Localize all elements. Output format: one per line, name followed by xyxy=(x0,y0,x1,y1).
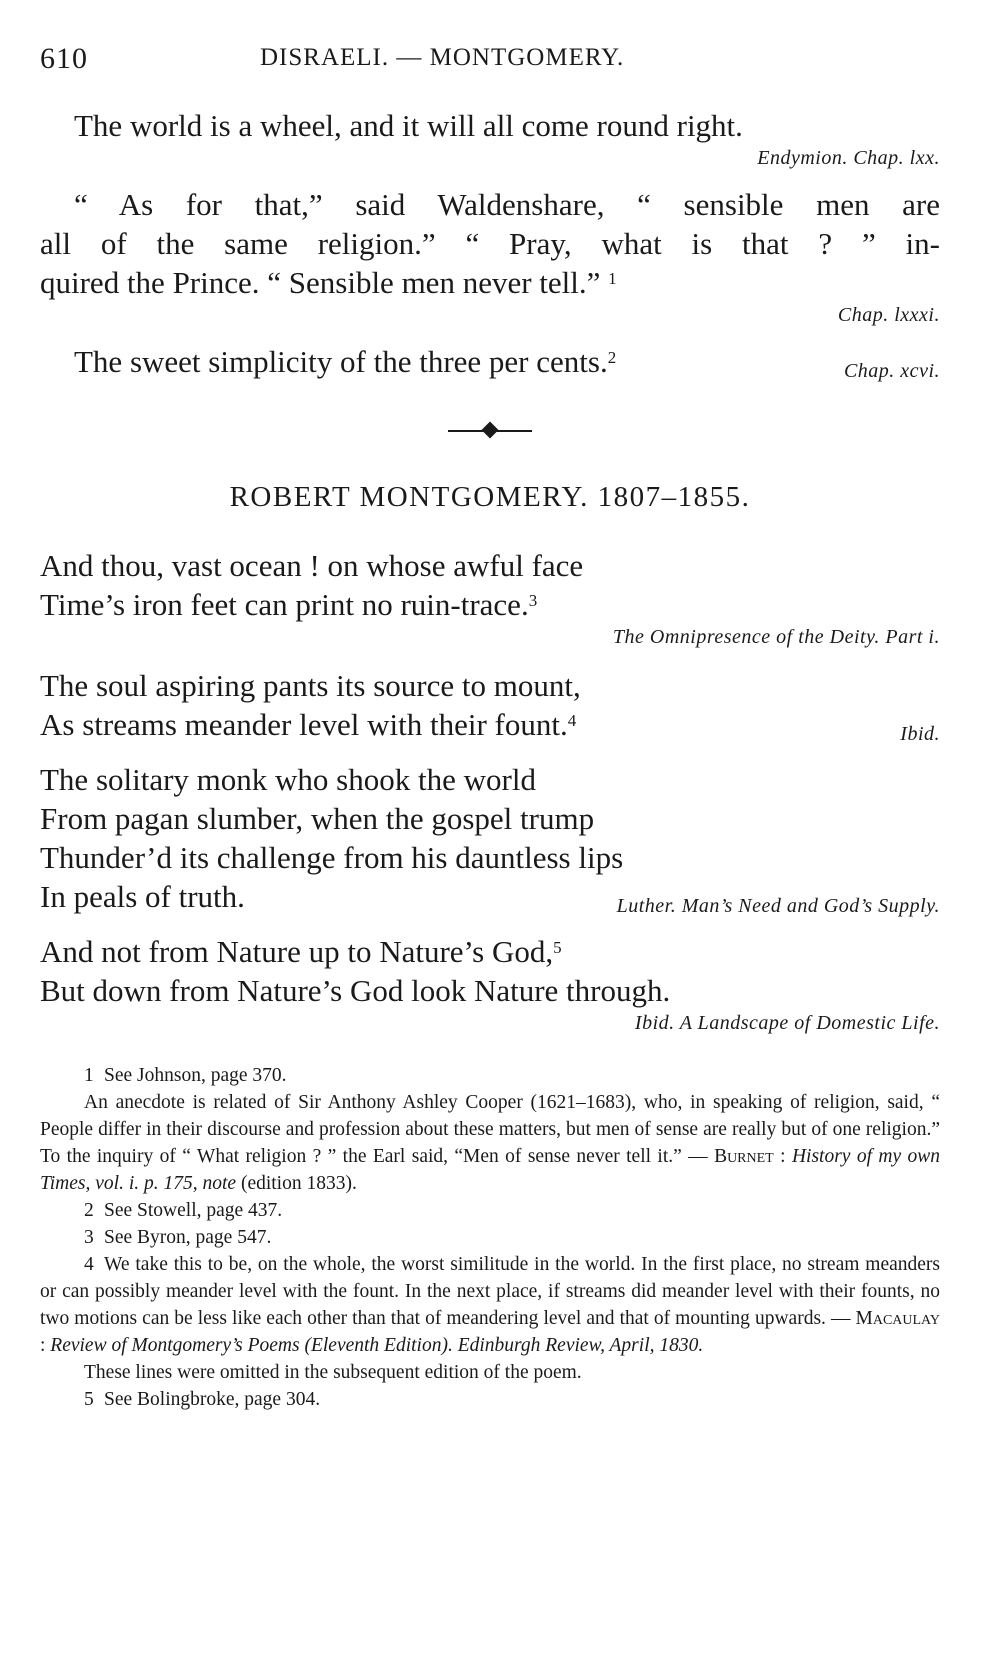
author-heading: ROBERT MONTGOMERY. 1807–1855. xyxy=(229,481,751,513)
footnote-work: History of my own Times, vol. i. p. 175, note xyxy=(40,1146,941,1194)
quote-text: Time’s iron feet can print no ruin-trace. xyxy=(40,587,529,622)
quote-line: all of the same religion.” “ Pray, what is that ? ” in- xyxy=(40,226,940,261)
footnote-1 xyxy=(40,1062,940,1089)
quote-line: “ As for that,” said Waldenshare, “ sensible men are xyxy=(74,187,940,222)
quote-vast-ocean xyxy=(40,546,940,650)
citation: The Omnipresence of the Deity. Part i. xyxy=(612,626,940,648)
footnote-3 xyxy=(40,1224,940,1251)
footnote-ref: 2 xyxy=(607,348,617,367)
quote-line: The soul aspiring pants its source to mount, xyxy=(40,668,581,703)
quote-text: The sweet simplicity of the three per cents. xyxy=(74,344,608,379)
citation: Ibid. A Landscape of Domestic Life. xyxy=(634,1012,940,1034)
footnote-text: See Byron, page 547. xyxy=(104,1227,272,1248)
quote-text: In peals of truth. xyxy=(40,879,245,914)
quote-line: And thou, vast ocean ! on whose awful face xyxy=(40,548,584,583)
footnote-number: 3 xyxy=(84,1227,94,1248)
footnote-2 xyxy=(40,1197,940,1224)
quote-line: Thunder’d its challenge from his dauntless lips xyxy=(40,840,624,875)
quote-solitary-monk xyxy=(40,760,940,916)
section-separator xyxy=(448,421,532,441)
quote-line: The world is a wheel, and it will all come round right. xyxy=(74,108,743,143)
footnotes xyxy=(40,1062,940,1413)
quote-line: The solitary monk who shook the world xyxy=(40,762,536,797)
quote-soul-aspiring xyxy=(40,666,940,744)
quote-sensible-men xyxy=(40,185,940,328)
quote-line xyxy=(40,932,940,971)
footnote-text: See Johnson, page 370. xyxy=(104,1065,287,1086)
quote-line xyxy=(40,585,940,624)
footnote-text: (edition 1833). xyxy=(236,1173,357,1194)
footnote-5 xyxy=(40,1386,940,1413)
quote-text: quired the Prince. “ Sensible men never tell.” xyxy=(40,265,601,300)
quote-line xyxy=(40,705,940,744)
footnote-work: Review of Montgomery’s Poems (Eleventh Edition). Edinburgh Review, April, 1830. xyxy=(50,1335,704,1356)
quote-line xyxy=(40,263,940,302)
page-number: 610 xyxy=(40,42,88,75)
diamond-ornament-icon xyxy=(482,422,499,439)
footnote-number: 4 xyxy=(84,1254,94,1275)
footnote-ref: 5 xyxy=(553,938,562,957)
quote-line xyxy=(40,877,940,916)
quote-line xyxy=(74,342,940,381)
citation: Luther. Man’s Need and God’s Supply. xyxy=(616,895,940,917)
footnote-punct: : xyxy=(40,1335,51,1356)
quote-natures-god xyxy=(40,932,940,1036)
footnote-number: 2 xyxy=(84,1200,94,1221)
footnote-text: These lines were omitted in the subsequent edition of the poem. xyxy=(84,1362,582,1383)
footnote-author: Burnet xyxy=(714,1146,774,1167)
citation: Endymion. Chap. lxx. xyxy=(757,147,940,169)
running-head xyxy=(40,30,940,76)
footnote-punct: : xyxy=(773,1146,792,1167)
footnote-ref: 1 xyxy=(608,269,617,288)
footnote-text: See Stowell, page 437. xyxy=(104,1200,283,1221)
footnote-4-addendum xyxy=(40,1359,940,1386)
quote-three-per-cents xyxy=(40,342,940,381)
running-title: DISRAELI. — MONTGOMERY. xyxy=(260,44,625,71)
footnote-number: 5 xyxy=(84,1389,94,1410)
footnote-text: An anecdote is related of Sir Anthony Ashley Cooper (1621–1683), who, in speaking of religion, said, “ People differ in their discourse and profession about these matters, but men of sense are really but of one religion.” To the inquiry of “ What religion ? ” the Earl said, “Men of sense never tell it.” — xyxy=(40,1092,940,1167)
footnote-author: Macaulay xyxy=(855,1308,940,1329)
footnote-text: We take this to be, on the whole, the worst similitude in the world. In the first place, no stream meanders or can possibly meander level with the fount. In the next place, if streams did meander level with their founts, no two motions can be less like each other than that of meandering level and that of mounting upwards. — xyxy=(40,1254,940,1329)
footnote-4 xyxy=(40,1251,940,1359)
footnote-ref: 3 xyxy=(528,591,538,610)
quote-wheel xyxy=(40,106,940,171)
citation: Chap. xcvi. xyxy=(843,360,940,382)
footnote-number: 1 xyxy=(84,1065,94,1086)
citation: Chap. lxxxi. xyxy=(837,304,940,326)
citation: Ibid. xyxy=(900,723,940,745)
footnote-1-anecdote xyxy=(40,1089,940,1197)
quote-text: And not from Nature up to Nature’s God, xyxy=(40,934,554,969)
footnote-ref: 4 xyxy=(567,711,577,730)
quote-line: From pagan slumber, when the gospel trump xyxy=(40,801,595,836)
footnote-text: See Bolingbroke, page 304. xyxy=(104,1389,321,1410)
quote-text: As streams meander level with their fount. xyxy=(40,707,568,742)
book-page xyxy=(40,30,940,1413)
quote-line: But down from Nature’s God look Nature through. xyxy=(40,973,671,1008)
